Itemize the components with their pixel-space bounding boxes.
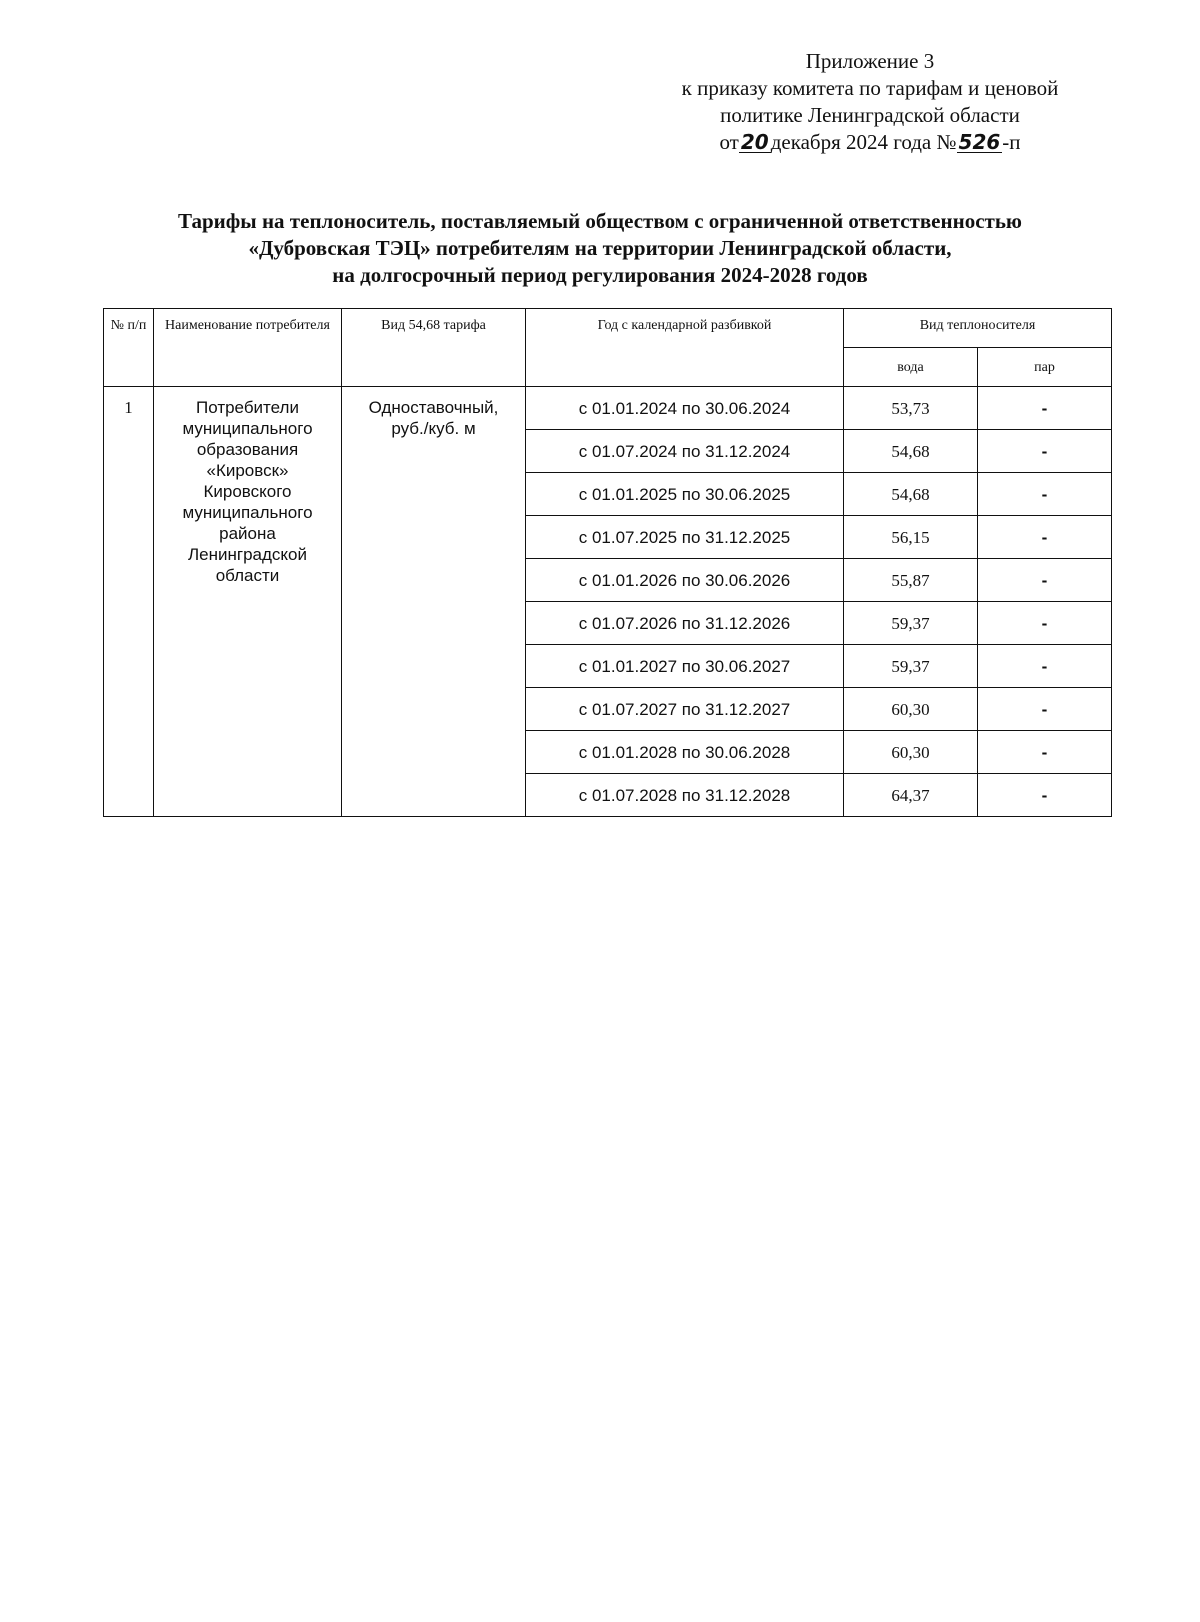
period-cell: с 01.07.2028 по 31.12.2028 bbox=[526, 774, 844, 817]
date-middle: декабря 2024 года № bbox=[770, 130, 957, 154]
date-prefix: от bbox=[719, 130, 739, 154]
consumer-line: Кировского bbox=[203, 482, 292, 501]
tariff-type bbox=[342, 387, 526, 817]
water-tariff-cell: 53,73 bbox=[844, 387, 978, 430]
title-line-2: «Дубровская ТЭЦ» потребителям на территории Ленинградской области, bbox=[248, 236, 952, 260]
steam-tariff-cell: - bbox=[978, 774, 1112, 817]
appendix-title: Приложение 3 bbox=[805, 49, 935, 73]
header-num: № п/п bbox=[104, 309, 154, 387]
order-suffix: -п bbox=[1002, 130, 1021, 154]
tariff-type-line: руб./куб. м bbox=[391, 419, 476, 438]
table-row bbox=[104, 387, 1112, 430]
consumer-line: муниципального bbox=[182, 419, 313, 438]
consumer-name bbox=[154, 387, 342, 817]
consumer-line: Ленинградской bbox=[188, 545, 307, 564]
water-tariff-cell: 54,68 bbox=[844, 473, 978, 516]
period-cell: с 01.01.2027 по 30.06.2027 bbox=[526, 645, 844, 688]
steam-tariff-cell: - bbox=[978, 516, 1112, 559]
consumer-line: муниципального bbox=[182, 503, 313, 522]
steam-tariff-cell: - bbox=[978, 645, 1112, 688]
table-header-row bbox=[104, 309, 1112, 348]
steam-tariff-cell: - bbox=[978, 731, 1112, 774]
consumer-line: области bbox=[215, 566, 280, 585]
period-cell: с 01.07.2027 по 31.12.2027 bbox=[526, 688, 844, 731]
header-consumer: Наименование потребителя bbox=[154, 309, 342, 387]
steam-tariff-cell: - bbox=[978, 387, 1112, 430]
tariff-type-line: Одноставочный, bbox=[368, 398, 499, 417]
period-cell: с 01.01.2025 по 30.06.2025 bbox=[526, 473, 844, 516]
row-number: 1 bbox=[104, 387, 154, 817]
steam-tariff-cell: - bbox=[978, 688, 1112, 731]
water-tariff-cell: 60,30 bbox=[844, 688, 978, 731]
consumer-line: образования bbox=[196, 440, 299, 459]
header-steam: пар bbox=[978, 348, 1112, 387]
appendix-committee-line: политике Ленинградской области bbox=[720, 103, 1020, 127]
title-line-1: Тарифы на теплоноситель, поставляемый обществом с ограниченной ответственностью bbox=[178, 209, 1022, 233]
period-cell: с 01.01.2028 по 30.06.2028 bbox=[526, 731, 844, 774]
water-tariff-cell: 59,37 bbox=[844, 602, 978, 645]
handwritten-day: 20 bbox=[740, 130, 769, 154]
water-tariff-cell: 55,87 bbox=[844, 559, 978, 602]
handwritten-order-number: 526 bbox=[958, 130, 1001, 154]
water-tariff-cell: 56,15 bbox=[844, 516, 978, 559]
appendix-header bbox=[600, 48, 1140, 156]
water-tariff-cell: 64,37 bbox=[844, 774, 978, 817]
period-cell: с 01.07.2024 по 31.12.2024 bbox=[526, 430, 844, 473]
document-title bbox=[80, 208, 1120, 289]
header-tariff-type: Вид 54,68 тарифа bbox=[342, 309, 526, 387]
appendix-order-line: к приказу комитета по тарифам и ценовой bbox=[681, 76, 1059, 100]
water-tariff-cell: 60,30 bbox=[844, 731, 978, 774]
period-cell: с 01.01.2026 по 30.06.2026 bbox=[526, 559, 844, 602]
steam-tariff-cell: - bbox=[978, 602, 1112, 645]
steam-tariff-cell: - bbox=[978, 430, 1112, 473]
tariff-table bbox=[103, 308, 1112, 817]
consumer-line: «Кировск» bbox=[206, 461, 289, 480]
water-tariff-cell: 59,37 bbox=[844, 645, 978, 688]
water-tariff-cell: 54,68 bbox=[844, 430, 978, 473]
consumer-line: района bbox=[219, 524, 276, 543]
title-line-3: на долгосрочный период регулирования 2024-2028 годов bbox=[332, 263, 868, 287]
header-carrier: Вид теплоносителя bbox=[844, 309, 1112, 348]
header-period: Год с календарной разбивкой bbox=[526, 309, 844, 387]
header-water: вода bbox=[844, 348, 978, 387]
appendix-date-line bbox=[600, 129, 1140, 156]
consumer-line: Потребители bbox=[196, 398, 299, 417]
period-cell: с 01.01.2024 по 30.06.2024 bbox=[526, 387, 844, 430]
steam-tariff-cell: - bbox=[978, 559, 1112, 602]
table-body bbox=[104, 387, 1112, 817]
period-cell: с 01.07.2025 по 31.12.2025 bbox=[526, 516, 844, 559]
steam-tariff-cell: - bbox=[978, 473, 1112, 516]
period-cell: с 01.07.2026 по 31.12.2026 bbox=[526, 602, 844, 645]
